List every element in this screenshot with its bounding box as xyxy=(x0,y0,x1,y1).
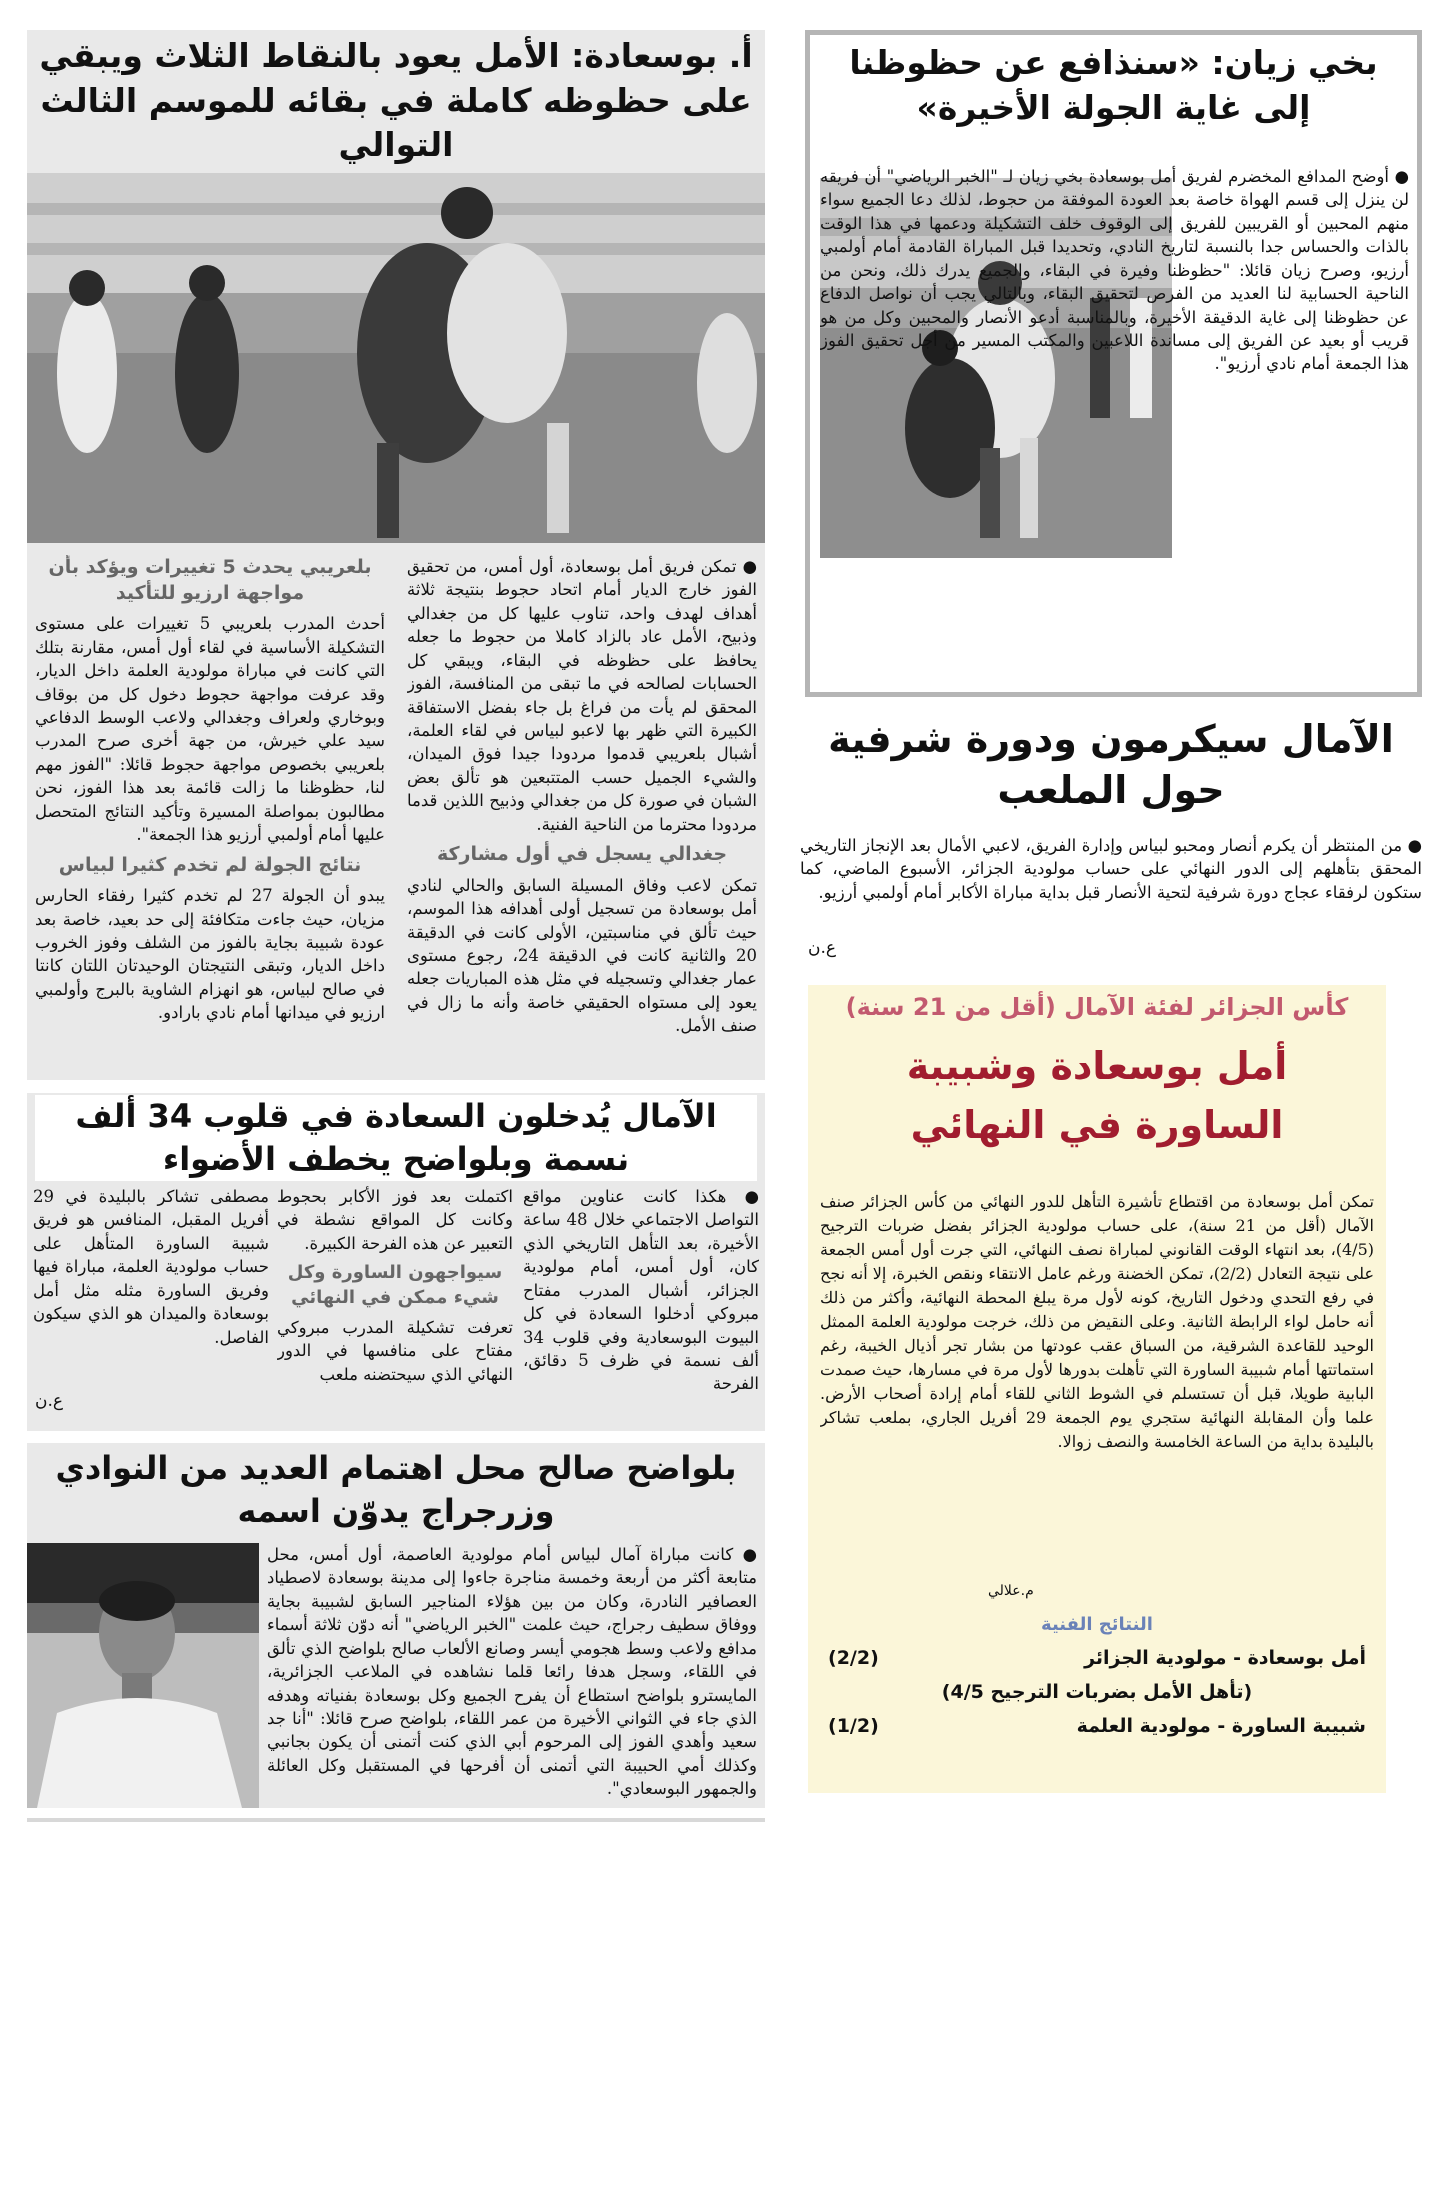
article-bakhi-zian xyxy=(805,30,1422,697)
article5-text-mid: اكتملت بعد فوز الأكابر بحجوط وكانت كل المواقع نشطة في التعبير عن هذه الفرحة الكبيرة. xyxy=(277,1187,513,1253)
football-photo-match xyxy=(27,173,765,543)
headline-bakhi-zian: بخي زيان: «سنذافع عن حظوظنا إلى غاية الجولة الأخيرة» xyxy=(849,43,1378,127)
article3-body xyxy=(800,834,1422,939)
article-boussaada-win xyxy=(27,30,765,1080)
headline-hopes-happiness: الآمال يُدخلون السعادة في قلوب 34 ألف نسمة وبلواضح يخطف الأضواء xyxy=(35,1095,757,1181)
article2-col-left xyxy=(35,555,385,1075)
subhead-saoura: سيواجهون الساورة وكل شيء ممكن في النهائي xyxy=(287,1262,503,1308)
article5-text-mid-2: تعرفت تشكيلة المدرب مبروكي مفتاح على منافسها في الدور النهائي الذي سيحتضنه ملعب xyxy=(277,1317,513,1384)
article2-text-left: أحدث المدرب بلعريبي 5 تغييرات على مستوى التشكيلة الأساسية في لقاء أول أمس، مقارنة بتلك التي كانت في مباراة مولودية العلمة داخل الديار، وقد عرفت مواجهة حجوط دخول كل من بوقاف وبوخاري ولعراف وجغدالي ولاعب الوسط الدفاعي سيد علي خيرش، من جهة أخرى صرح المدرب بلعريبي بخصوص مواجهة حجوط قائلا: "الفوز مهم لنا، حظوظنا ما زالت قائمة بعد هذا الفوز، نحن مطالبون بمواصلة المسيرة وتأكيد النتائج المتحصل عليها أمام أولمبي أرزيو هذا الجمعة". xyxy=(35,614,385,845)
article-belouadah xyxy=(27,1443,765,1808)
result-row xyxy=(828,1715,1366,1737)
article-cup-final xyxy=(808,985,1386,1793)
article-hopes-honored xyxy=(800,710,1422,960)
headline-hopes-honored: الآمال سيكرمون ودورة شرفية حول الملعب xyxy=(828,717,1394,813)
result-label: أمل بوسعادة - مولودية الجزائر xyxy=(1084,1647,1366,1669)
headline-boussaada-win: أ. بوسعادة: الأمل يعود بالنقاط الثلاث ويبقي على حظوظه كاملة في بقائه للموسم الثالث التوالي xyxy=(39,36,753,165)
article6-text: ● كانت مباراة آمال لبياس أمام مولودية العاصمة، أول أمس، محل متابعة أكثر من أربعة وخمسة مناجرة جاءوا إلى مدينة بوسعادة لاصطياد العصافير النادرة، وكان من بين هؤلاء المناجير السابق لشبيبة بجاية ووفاق سطيف رجراج، حيث علمت "الخبر الرياضي" أنه دوّن ثلاثة أسماء مدافع ولاعب وسط هجومي أيسر وصانع الألعاب صالح بلواضح الذي تألق في اللقاء، وسجل هدفا رائعا قلما نشاهده في الملاعب الجزائرية، المايسترو بلواضح استطاع أن يفرح الجميع وكل بوسعادة بفنياته وهدفه الذي جاء في الثواني الأخيرة من عمر اللقاء، بلواضح صرح قائلا: "أنا جد سعيد وأهدي الفوز إلى المرحوم أبي الذي كنت أتمنى أن يكون بجانبي وكذلك أمي الحبيبة التي أتمنى أن أفرحها في المستقبل وكل العائلة والجمهور البوسعادي". xyxy=(267,1545,757,1799)
cup-kicker: كأس الجزائر لفئة الآمال (أقل من 21 سنة) xyxy=(845,993,1349,1021)
result-label: (تأهل الأمل بضربات الترجيح 4/5) xyxy=(941,1681,1253,1703)
article5-col-right xyxy=(523,1185,759,1425)
result-score: (2/2) xyxy=(828,1647,879,1669)
headline-cup-final: أمل بوسعادة وشبيبة الساورة في النهائي xyxy=(906,1044,1288,1147)
result-row xyxy=(828,1681,1366,1703)
article2-text-right: ● تمكن فريق أمل بوسعادة، أول أمس، من تحقيق الفوز خارج الديار أمام اتحاد حجوط بنتيجة ثلاثة أهداف لهدف واحد، تناوب عليها كل من جغدالي وذبيح، الأمل عاد بالزاد كاملا من حجوط ما جعله يحافظ على حظوظه في البقاء، ويبقي كل الحسابات لصالحه في ما تبقى من المنافسة، الفوز المحقق لم يأت من فراغ بل جاء بفضل الاستفاقة الكبيرة التي ظهر بها لاعبو لبياس في لقاء العلمة، أشبال بلعريبي قدموا مردودا جيدا فوق الميدان، والشيء الجميل حسب المتتبعين هو تألق بعض الشبان في صورة كل من جغدالي وذبيح اللذين قدما مردودا محترما من الناحية الفنية. xyxy=(407,557,757,834)
article2-text-right-2: تمكن لاعب وفاق المسيلة السابق والحالي لنادي أمل بوسعادة من تسجيل أولى أهدافه هذا الموسم، حيث تألق في مناسبتين، الأولى كانت في الدقيقة 20 والثانية كانت في الدقيقة 24، رجوع مستوى عمار جغدالي وتسجيله في مثل هذه المباريات جعله يعود إلى مستواه الحقيقي خاصة وأنه ما زال في صنف الأمل. xyxy=(407,875,757,1036)
article4-text: تمكن أمل بوسعادة من اقتطاع تأشيرة التأهل للدور النهائي من كأس الجزائر صنف الآمال (أقل من 21 سنة)، على حساب مولودية الجزائر بفضل ضربات الترجيح (4/5)، بعد انتهاء الوقت القانوني لمباراة نصف النهائي، التي جرت أول أمس الجمعة على نتيجة التعادل (2/2)، تمكن الخضنة ورغم عامل الانتقاء ونقص الخبرة، إلا أنه نجح في رفع التحدي ودخول التاريخ، كونه لأول مرة يبلغ المحطة النهائية، وأكثر من ذلك أنه حامل لواء الرابطة الثانية. وعلى النقيض من ذلك، خرجت مولودية العلمة الممثل الوحيد للقاعدة الشرقية، من السباق عقب عودتها من بشار تجر أذيال الخيبة، رغم استماتتها أمام شبيبة الساورة التي تأهلت بدورها لأول مرة في مسارها، حيث صمدت البابية طويلا، قبل أن تستسلم في الشوط الثاني للقاء أمام إرادة أصحاب الأرض. علما وأن المقابلة النهائية ستجري يوم الجمعة 29 أفريل الجاري، بملعب تشاكر بالبليدة بداية من الساعة الخامسة والنصف زوالا. xyxy=(820,1192,1374,1451)
subhead-belaribi: بلعريبي يحدث 5 تغييرات ويؤكد بأن مواجهة ارزيو للتأكيد xyxy=(48,556,372,604)
article4-byline: م.علالي xyxy=(988,1583,1034,1599)
article3-signature: ع.ن xyxy=(808,938,837,958)
article5-text-left: مصطفى تشاكر بالبليدة في 29 أفريل المقبل، المنافس هو فريق شبيبة الساورة المتأهل على حساب مولودية العلمة، مباراة فيها وفريق الساورة مثله مثل أمل بوسعادة والميدان هو الذي سيكون الفاصل. xyxy=(33,1187,269,1347)
results-title: النتائج الفنية xyxy=(1041,1614,1153,1635)
article4-body xyxy=(820,1190,1374,1590)
result-score: (1/2) xyxy=(828,1715,879,1737)
article5-text-right: ● هكذا كانت عناوين مواقع التواصل الاجتماعي خلال 48 ساعة الأخيرة، بعد التأهل التاريخي الذي كان، أول أمس، أمام مولودية الجزائر، أشبال المدرب مفتاح مبروكي أدخلوا السعادة في كل البيوت البوسعادية وفي قلوب 34 ألف نسمة في ظرف 5 دقائق، الفرحة xyxy=(523,1187,759,1394)
subhead-jaghdali: جغدالي يسجل في أول مشاركة xyxy=(436,843,728,866)
page-bottom-rule xyxy=(27,1818,765,1822)
headline-belouadah: بلواضح صالح محل اهتمام العديد من النوادي وزرجراج يدوّن اسمه xyxy=(55,1449,737,1531)
article5-col-left xyxy=(33,1185,269,1385)
subhead-round-results: نتائج الجولة لم تخدم كثيرا لبياس xyxy=(58,853,362,876)
article5-col-mid xyxy=(277,1185,513,1425)
article5-signature: ع.ن xyxy=(35,1391,64,1411)
article1-text: ● أوضح المدافع المخضرم لفريق أمل بوسعادة بخي زيان لـ "الخبر الرياضي" أن فريقه لن ينزل إلى قسم الهواة خاصة بعد العودة الموفقة من حجوط، لذلك دعا الجميع سواء منهم المحبين أو القريبين للفريق إلى الوقوف خلف التشكيلة ودعمها في هذا الوقت بالذات والحساس جدا بالنسبة لتاريخ النادي، وتحديدا قبل المباراة القادمة أمام أولمبي أرزيو، وصرح زيان قائلا: "حظوظنا وفيرة في البقاء، والجميع يدرك ذلك، ونحن من الناحية الحسابية لنا العديد من الفرص لتحقيق البقاء، وبالتالي يجب أن نواصل الدفاع عن حظوظنا إلى غاية الدقيقة الأخيرة، وبالمناسبة أدعو الأنصار والمحبين وكل من هو قريب أو بعيد عن الفريق إلى مساندة اللاعبين والمكتب المسير من أجل تحقيق الفوز هذا الجمعة أمام نادي أرزيو". xyxy=(820,167,1409,374)
player-portrait xyxy=(27,1543,259,1808)
article-hopes-happiness xyxy=(27,1093,765,1431)
article2-col-right xyxy=(407,555,757,1075)
article6-body xyxy=(267,1543,757,1803)
article1-body xyxy=(820,165,1409,685)
article2-text-left-2: يبدو أن الجولة 27 لم تخدم كثيرا رفقاء الحارس مزيان، حيث جاءت متكافئة إلى حد بعيد، خاصة بعد عودة شبيبة بجاية بالفوز من الشلف وفوز الخروب داخل الديار، وتبقى النتيجتان الوحيدتان اللتان كانتا في صالح لبياس، هو انهزام الشاوية بالبرج وأولمبي ارزيو في ميدانها أمام نادي بارادو. xyxy=(35,886,385,1023)
result-row xyxy=(828,1647,1366,1669)
result-label: شبيبة الساورة - مولودية العلمة xyxy=(1076,1715,1366,1737)
article3-text: ● من المنتظر أن يكرم أنصار ومحبو لبياس وإدارة الفريق، لاعبي الأمال بعد الإنجاز التاريخي المحقق بتأهلهم إلى الدور النهائي على حساب مولودية الجزائر، الأسبوع الماضي، كما ستكون لرفقاء عجاج دورة شرفية لتحية الأنصار قبل بداية مباراة الأكابر أمام أولمبي أرزيو. xyxy=(800,836,1422,902)
results-list xyxy=(828,1647,1366,1737)
